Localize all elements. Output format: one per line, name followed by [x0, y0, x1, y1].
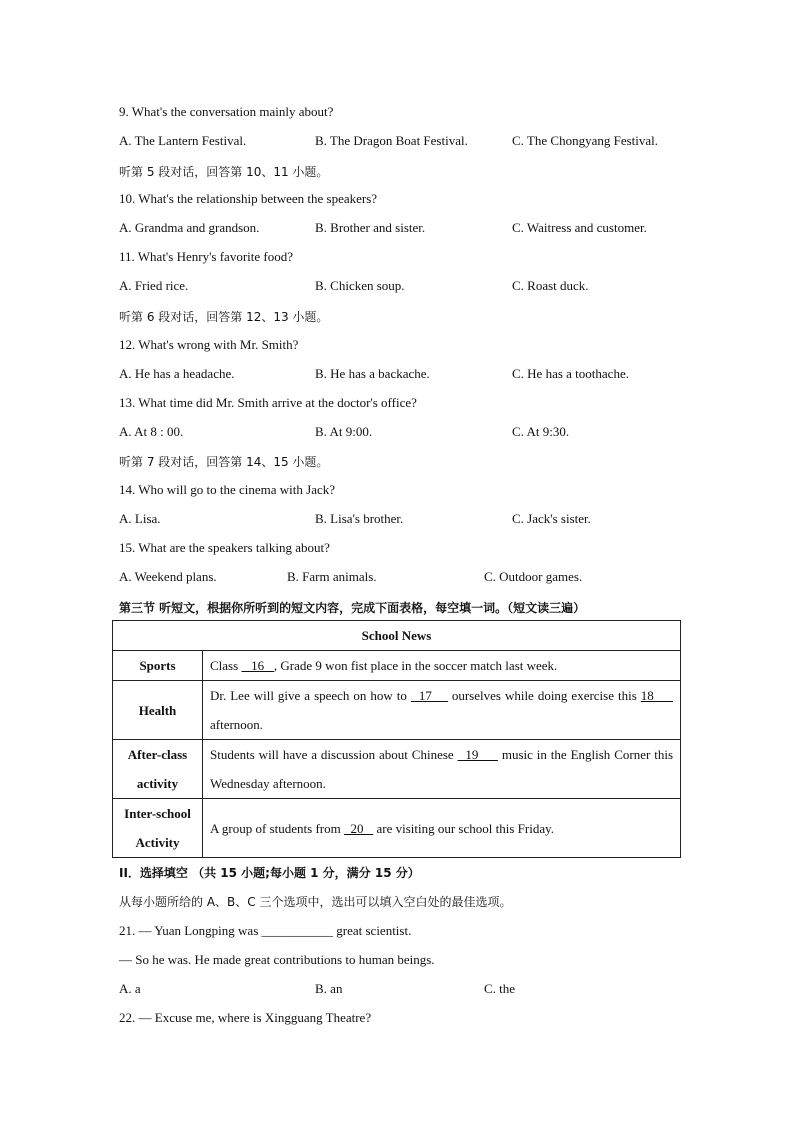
- option-b[interactable]: B. Farm animals.: [287, 569, 377, 584]
- section-3-heading: 第三节 听短文，根据你所听到的短文内容，完成下面表格，每空填一词。（短文读三遍）: [119, 601, 586, 615]
- option-c[interactable]: C. Outdoor games.: [484, 569, 583, 584]
- question-14: 14. Who will go to the cinema with Jack?: [119, 482, 336, 497]
- question-9: 9. What's the conversation mainly about?: [119, 104, 334, 119]
- question-21-reply: — So he was. He made great contributions to human beings.: [119, 952, 435, 967]
- option-c[interactable]: C. the: [484, 981, 516, 996]
- option-a[interactable]: A. The Lantern Festival.: [119, 133, 247, 148]
- options-11: [119, 278, 719, 296]
- options-13: [119, 424, 719, 442]
- option-b[interactable]: B. Lisa's brother.: [315, 511, 404, 526]
- blank-20[interactable]: 20: [343, 820, 374, 836]
- option-b[interactable]: B. an: [315, 981, 343, 996]
- option-c[interactable]: C. He has a toothache.: [512, 366, 629, 381]
- question-10: 10. What's the relationship between the speakers?: [119, 191, 378, 206]
- options-14: [119, 511, 719, 529]
- table-row: [113, 651, 681, 681]
- category-after-class-activity: After-class activity: [113, 740, 203, 799]
- table-row: [113, 799, 681, 858]
- row-text: A group of students from 20 are visiting our school this Friday.: [203, 799, 681, 858]
- option-a[interactable]: A. a: [119, 981, 141, 996]
- options-10: [119, 220, 719, 238]
- instruction-dialogue-6: 听第 6 段对话，回答第 12、13 小题。: [119, 310, 329, 324]
- row-text: Students will have a discussion about Chinese 19 music in the English Corner this Wednesday afternoon.: [203, 740, 681, 799]
- part-2-heading: II．选择填空 （共 15 小题;每小题 1 分，满分 15 分）: [119, 866, 420, 880]
- options-12: [119, 366, 719, 384]
- table-row: [113, 740, 681, 799]
- row-text: Class 16 , Grade 9 won fist place in the soccer match last week.: [203, 651, 681, 681]
- options-21: [119, 981, 719, 999]
- question-13: 13. What time did Mr. Smith arrive at the doctor's office?: [119, 395, 417, 410]
- option-a[interactable]: A. He has a headache.: [119, 366, 235, 381]
- options-15: [119, 569, 719, 587]
- question-12: 12. What's wrong with Mr. Smith?: [119, 337, 299, 352]
- option-b[interactable]: B. He has a backache.: [315, 366, 430, 381]
- blank-16[interactable]: 16: [241, 658, 274, 673]
- option-c[interactable]: C. The Chongyang Festival.: [512, 133, 659, 148]
- option-b[interactable]: B. The Dragon Boat Festival.: [315, 133, 468, 148]
- option-c[interactable]: C. Jack's sister.: [512, 511, 591, 526]
- option-a[interactable]: A. Grandma and grandson.: [119, 220, 260, 235]
- blank-19[interactable]: 19: [457, 747, 498, 762]
- instruction-dialogue-7: 听第 7 段对话，回答第 14、15 小题。: [119, 455, 329, 469]
- blank-17[interactable]: 17: [410, 688, 448, 703]
- category-inter-school-activity: Inter-school Activity: [113, 799, 203, 858]
- option-a[interactable]: A. Lisa.: [119, 511, 161, 526]
- question-21: 21. — Yuan Longping was ___________ great scientist.: [119, 923, 412, 938]
- table-title: School News: [113, 621, 681, 651]
- table-row: [113, 681, 681, 740]
- category-health: Health: [113, 681, 203, 740]
- question-11: 11. What's Henry's favorite food?: [119, 249, 293, 264]
- option-a[interactable]: A. Fried rice.: [119, 278, 189, 293]
- options-9: [119, 133, 719, 151]
- option-b[interactable]: B. Brother and sister.: [315, 220, 426, 235]
- option-b[interactable]: B. Chicken soup.: [315, 278, 405, 293]
- option-a[interactable]: A. Weekend plans.: [119, 569, 217, 584]
- option-a[interactable]: A. At 8 : 00.: [119, 424, 184, 439]
- option-b[interactable]: B. At 9:00.: [315, 424, 373, 439]
- blank-18[interactable]: 18: [640, 688, 673, 703]
- school-news-table: [112, 620, 681, 858]
- option-c[interactable]: C. Waitress and customer.: [512, 220, 647, 235]
- instruction-dialogue-5: 听第 5 段对话，回答第 10、11 小题。: [119, 165, 329, 179]
- row-text: Dr. Lee will give a speech on how to 17 ourselves while doing exercise this 18 afternoon.: [203, 681, 681, 740]
- option-c[interactable]: C. Roast duck.: [512, 278, 589, 293]
- option-c[interactable]: C. At 9:30.: [512, 424, 570, 439]
- part-2-instruction: 从每小题所给的 A、B、C 三个选项中，选出可以填入空白处的最佳选项。: [119, 895, 512, 909]
- question-15: 15. What are the speakers talking about?: [119, 540, 330, 555]
- category-sports: Sports: [113, 651, 203, 681]
- question-22: 22. — Excuse me, where is Xingguang Theatre?: [119, 1010, 372, 1025]
